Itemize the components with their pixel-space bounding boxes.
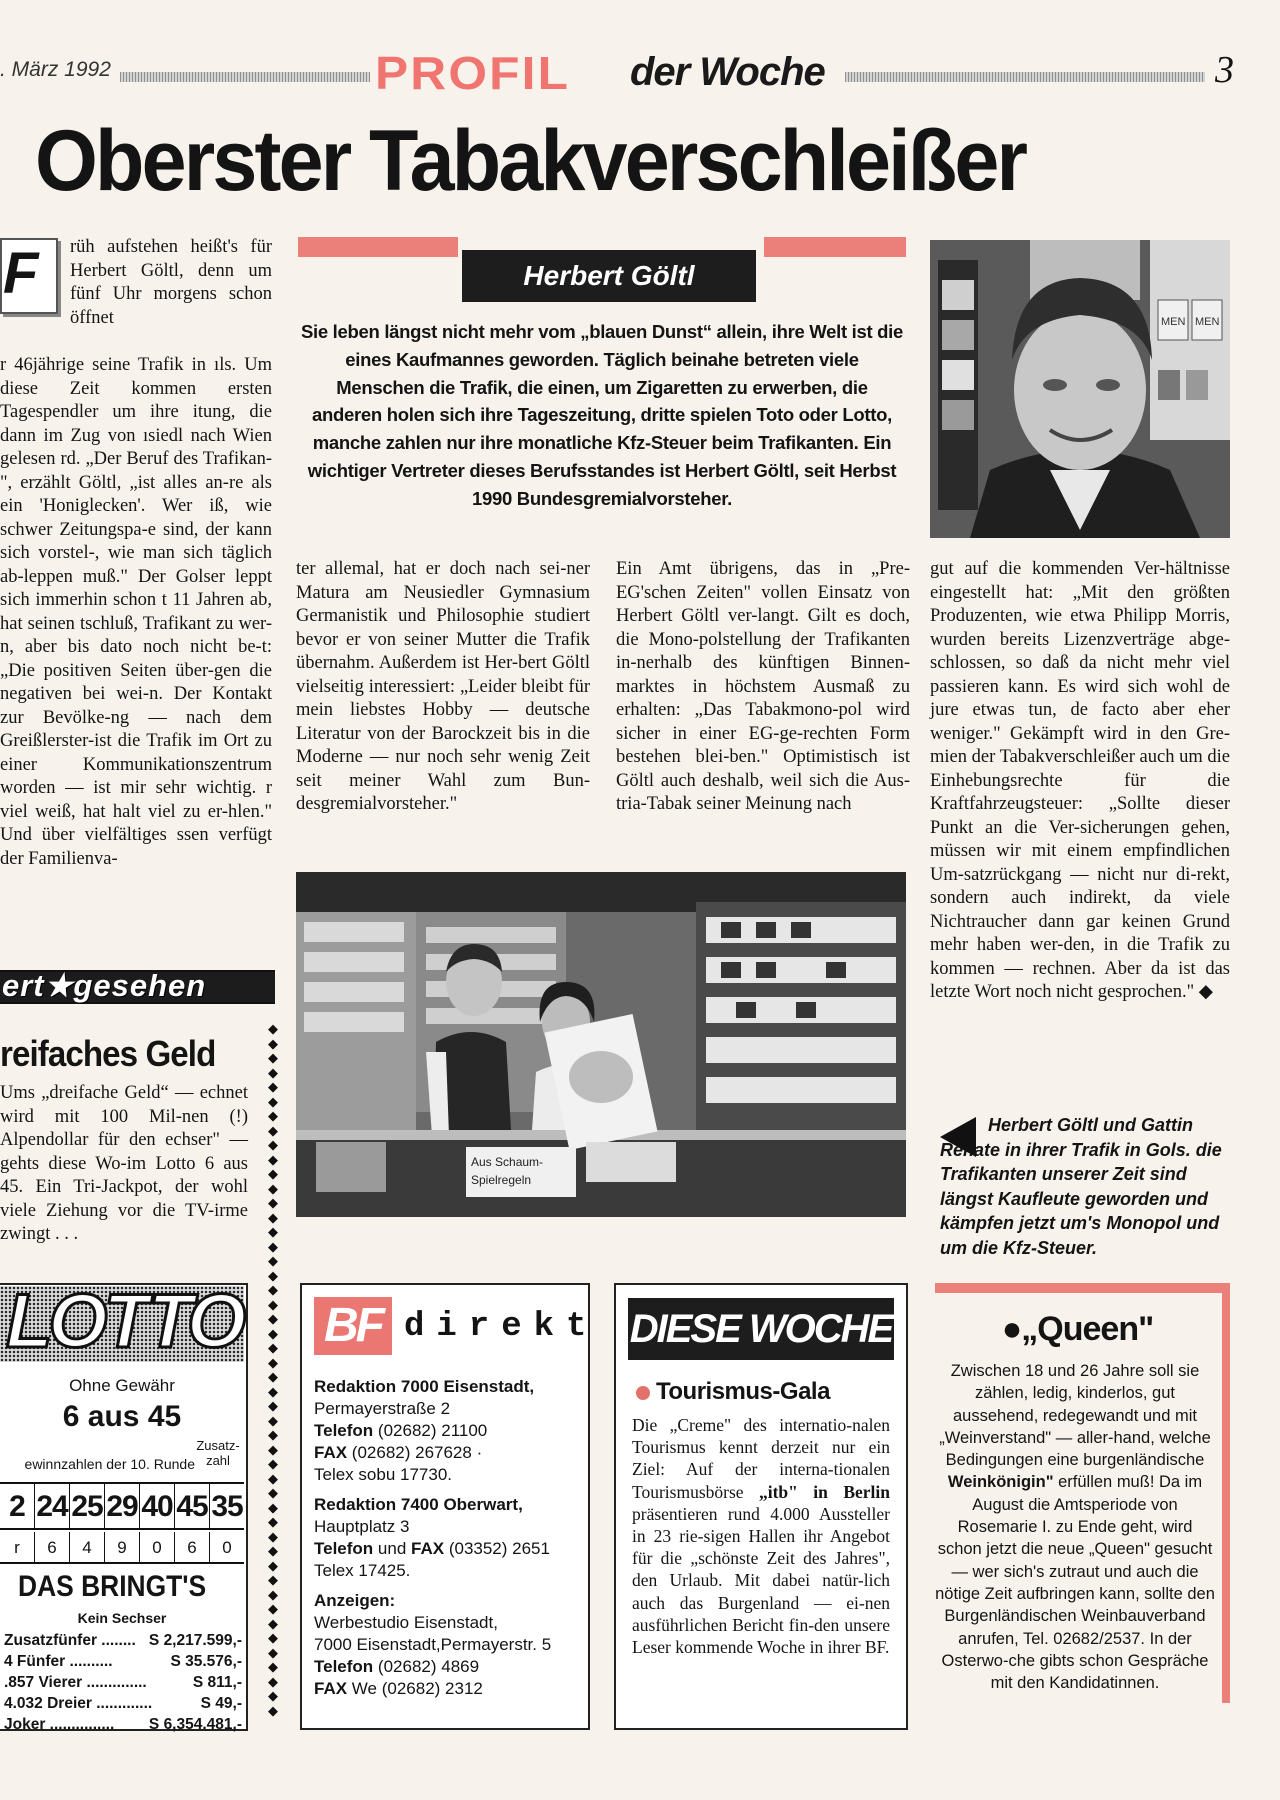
joker-digit: 6 xyxy=(35,1532,70,1562)
prize-row xyxy=(4,1630,242,1651)
phone-label: Telefon xyxy=(314,1539,374,1558)
bullet-dot-icon xyxy=(636,1386,650,1400)
prize-row xyxy=(4,1672,242,1693)
lotto-number: 24 xyxy=(35,1484,70,1528)
office-heading: Redaktion 7000 Eisenstadt, xyxy=(314,1377,535,1396)
lotto-numbers xyxy=(0,1482,244,1530)
left-column-intro: rüh aufstehen heißt's für Herbert Göltl, denn um fünf Uhr morgens schon öffnet xyxy=(70,237,272,328)
fax-label: FAX xyxy=(314,1443,348,1462)
lede-paragraph: Sie leben längst nicht mehr vom „blauen Dunst“ allein, ihre Welt ist die eines Kaufmannes geworden. Täglich beinahe betreten viele Menschen die Trafik, die einen, um Zigaretten zu erwerben, die anderen holen sich ihre Tageszeitung, dritte spielen Toto oder Lotto, manche zahlen nur ihre monatliche Kfz-Steuer beim Trafikanten. Ein wichtiger Vertreter dieses Berufsstandes ist Herbert Göltl, seit Herbst 1990 Bundesgremialvorsteher. xyxy=(300,321,904,509)
diese-woche-body xyxy=(632,1414,890,1658)
joker-digit: 4 xyxy=(70,1532,105,1562)
prize-label: Zusatzfünfer ........ xyxy=(4,1632,136,1649)
office-address: Permayerstraße 2 xyxy=(314,1399,451,1418)
queen-accent-bar-vertical xyxy=(1222,1283,1230,1703)
phone-label: Telefon xyxy=(314,1657,374,1676)
fax-number: We (02682) 2312 xyxy=(351,1679,483,1698)
telex-number: Telex sobu 17730. xyxy=(314,1465,452,1484)
prize-value: S 6,354.481,- xyxy=(148,1716,242,1733)
office-address: Hauptplatz 3 xyxy=(314,1517,410,1536)
conjunction: und xyxy=(377,1539,407,1558)
prize-label: Joker ............... xyxy=(4,1716,115,1733)
photo-caption-text: Herbert Göltl und Gattin Renate in ihrer Trafik in Gols. die Trafikanten unserer Zeit sind längst Kaufleute geworden und kämpfen jetzt um's Monopol und um die Kfz-Steuer. xyxy=(940,1115,1222,1258)
prize-value: S 2,217.599,- xyxy=(148,1632,242,1649)
photo-caption xyxy=(940,1113,1230,1260)
page-number: 3 xyxy=(1215,49,1234,91)
bf-logo: BF xyxy=(314,1297,392,1355)
portrait-photo xyxy=(930,240,1230,538)
diamond-separator: ◆ ◆ ◆ ◆ ◆ ◆ ◆ ◆ ◆ ◆ ◆ ◆ ◆ ◆ ◆ ◆ ◆ ◆ ◆ ◆ ◆ ◆ ◆ ◆ ◆ ◆ ◆ ◆ ◆ ◆ ◆ ◆ ◆ ◆ ◆ ◆ ◆ ◆ ◆ ◆ ◆ ◆ ◆ ◆ ◆ ◆ ◆ ◆ xyxy=(268,1022,278,1718)
shop-photo xyxy=(296,872,906,1217)
lotto-number: 45 xyxy=(175,1484,210,1528)
shelf-label: MEN xyxy=(1195,316,1220,328)
lotto-number: 35 xyxy=(211,1490,243,1523)
lotto-number: 40 xyxy=(140,1484,175,1528)
queen-title: ●„Queen" xyxy=(1001,1310,1154,1348)
joker-digit: r xyxy=(0,1532,35,1562)
headline: Oberster Tabakverschleißer xyxy=(35,113,1026,209)
accent-bar-left xyxy=(298,237,458,257)
body-bold: „itb" in Berlin xyxy=(758,1481,890,1502)
lotto-game: 6 aus 45 xyxy=(62,1400,182,1433)
lotto-number: 25 xyxy=(70,1484,105,1528)
fax-label: FAX xyxy=(314,1679,348,1698)
lotto-zusatzzahl-label: Zusatz-zahl xyxy=(196,1438,240,1468)
fax-number: (02682) 267628 · xyxy=(351,1443,483,1462)
body-text: präsentieren rund 4.000 Aussteller in 23 rie-sigen Hallen ihr Angebot für die „schönste Zeit des Jahres", den Urlaub. Mit dabei natür-lich auch das Burgenland — ei-nen ausführlichen Bericht fin-den unsere Leser kommende Woche in ihrer BF. xyxy=(632,1503,890,1658)
prize-label: 4.032 Dreier ............. xyxy=(4,1695,153,1712)
body-text: erfüllen muß! Da im August die Amtsperiode von Rosemarie I. zu Ende geht, wird schon jetzt die neue „Queen" gesucht — wer sich's zutraut und auch die nötige Zeit aufbringen kann, sollte den Burgenländischen Weinbauverband anrufen, Tel. 02682/2537. In der Osterwo-che gibts schon Gespräche mit den Kandidatinnen. xyxy=(935,1473,1215,1693)
telex-number: Telex 17425. xyxy=(314,1561,411,1580)
queen-body xyxy=(935,1360,1215,1694)
phone-label: Telefon xyxy=(314,1421,374,1440)
joker-digit: 9 xyxy=(105,1532,140,1562)
shop-sign-text: Spielregeln xyxy=(471,1173,532,1187)
subject-name: Herbert Göltl xyxy=(523,260,695,291)
ads-address: 7000 Eisenstadt,Permayerstr. 5 xyxy=(314,1635,552,1654)
prize-row xyxy=(4,1651,242,1672)
diese-woche-title: DIESE WOCHE xyxy=(628,1298,894,1360)
gesehen-banner-text: ert★gesehen xyxy=(2,968,207,1003)
joker-digit: 0 xyxy=(140,1532,175,1562)
body-column-3: gut auf die kommenden Ver-hältnisse eingestellt hat: „Mit den größten Produzenten, wie etwa Philipp Morris, wurden bereits Lizenzverträge abge-schlossen, so daß da nicht mehr viel passieren kann. Es wird sich wohl de jure etwas tun, de facto aber eher weniger." Gekämpft wird in den Gre-mien der Tabakverschleißer auch um die Einhebungsrechte für die Kraftfahrzeugsteuer: „Sollte dieser Punkt an die Ver-sicherungen gehen, müssen wir mit einem empfindlichen Um-satzrückgang — nicht nur di-rekt, sondern auch indirekt, da viele Nichtraucher dann gar keinen Grund mehr haben wer-den, in die Trafik zu kommen — rechnen. Aber da ist das letzte Wort noch nicht gesprochen." ◆ xyxy=(930,559,1230,1002)
lotto-disclaimer: Ohne Gewähr xyxy=(69,1376,175,1395)
lotto-prize-list xyxy=(4,1630,242,1735)
body-column-2: Ein Amt übrigens, das in „Pre-EG'schen Zeiten" vollen Einsatz von Herbert Göltl ver-langt. Gilt es doch, die Mono-polstellung der Trafikanten in-nerhalb des künftigen Binnen-marktes in höchstem Ausmaß zu erhalten: „Das Tabakmono-pol wird sicher in einer EG-ge-rechten Form bestehen blei-ben." Optimistisch ist Göltl auch deshalb, weil sich die Aus-tria-Tabak seiner Meinung nach xyxy=(616,559,910,814)
office-heading: Redaktion 7400 Oberwart, xyxy=(314,1495,523,1514)
header-rule-left xyxy=(120,72,370,82)
shop-sign-text: Aus Schaum- xyxy=(471,1155,544,1169)
lotto-number: 2 xyxy=(0,1484,35,1528)
prize-value: S 35.576,- xyxy=(170,1653,242,1670)
lotto-gewinnzahlen-label: ewinnzahlen der 10. Runde xyxy=(24,1456,195,1472)
dropcap-letter: F xyxy=(3,241,39,306)
accent-bar-right xyxy=(764,237,906,257)
lotto-joker-digits xyxy=(0,1532,244,1564)
shelf-label: MEN xyxy=(1161,316,1186,328)
header-rule-right xyxy=(845,72,1205,82)
prize-label: .857 Vierer .............. xyxy=(4,1674,147,1691)
lotto-bringts-heading: DAS BRINGT'S xyxy=(18,1570,207,1603)
gesehen-title: reifaches Geld xyxy=(0,1033,216,1074)
diese-woche-heading: Tourismus-Gala xyxy=(656,1378,830,1405)
left-column-text: r 46jährige seine Trafik in ıls. Um diese Zeit kommen ersten Tagespendler um ihre itung, die dann im Zug von ısiedl nach Wien gelesen rd. „Der Beruf des Trafikan-", erzählt Göltl, „ist alles an-re als ein 'Honiglecken'. Wer iß, wie schwer Zeitungspa-e sind, der kann sich vorstel-, wie man sich täglich ab-leppen muß." Der Golser leppt sich immerhin schon t 11 Jahren ab, hat seinen tschluß, Trafikant zu wer-n, aber bis dato noch nicht be-t: „Die positiven Seiten über-gen die negativen bei wei-n. Der Kontakt zur Bevölke-ng — nach dem Greißlerster-ist die Trafik im Ort zu einer Kommunikationszentrum worden — ist mir sehr wichtig. r viel weiß, hat halt viel zu er-hlen." Und über vielfältiges ssen verfügt der Familienva- xyxy=(0,355,272,869)
issue-date: . März 1992 xyxy=(0,58,111,81)
gesehen-body: Ums „dreifache Geld“ — echnet wird mit 100 Mil-nen (!) Alpendollar für den echser" — gehts diese Wo-im Lotto 6 aus 45. Ein Tri-Jackpot, der wohl viele Ziehung vor die TV-irme zwingt . . . xyxy=(0,1083,248,1244)
body-text: Die „Creme" des internatio-nalen Tourismus kennt derzeit nur ein Ziel: Auf der interna-tionalen Tourismusbörse xyxy=(632,1415,890,1502)
joker-digit: 0 xyxy=(222,1538,232,1557)
joker-digit: 6 xyxy=(175,1532,210,1562)
section-title-profil: PROFIL xyxy=(375,47,571,99)
phone-number: (03352) 2651 xyxy=(448,1539,550,1558)
body-column-1: ter allemal, hat er doch nach sei-ner Matura am Neusiedler Gymnasium Germanistik und Philosophie studiert bevor er von seiner Mutter die Trafik übernahm. Außerdem ist Her-bert Göltl vielseitig interessiert: „Leider bleibt für mein liebstes Hobby — deutsche Literatur von der Barockzeit bis in die Moderne — nur noch sehr wenig Zeit seit meiner Wahl zum Bun-desgremialvorsteher." xyxy=(296,559,590,814)
subject-name-box xyxy=(462,250,756,302)
prize-row xyxy=(4,1693,242,1714)
bf-direkt-contacts xyxy=(314,1376,586,1700)
phone-number: (02682) 4869 xyxy=(377,1657,480,1676)
body-text: Zwischen 18 und 26 Jahre soll sie zählen, ledig, kinderlos, gut aussehend, redegewandt und mit „Weinverstand" — aller-hand, welche Bedingungen eine burgenländische xyxy=(939,1362,1211,1470)
lotto-number: 29 xyxy=(105,1484,140,1528)
ads-heading: Anzeigen: xyxy=(314,1591,396,1610)
body-bold: Weinkönigin" xyxy=(947,1473,1054,1492)
phone-number: (02682) 21100 xyxy=(377,1421,488,1440)
lotto-logo: LOTTO xyxy=(6,1279,243,1364)
prize-label: 4 Fünfer .......... xyxy=(4,1653,113,1670)
lotto-kein-sechser: Kein Sechser xyxy=(77,1610,167,1626)
bf-direkt-title: direkt xyxy=(404,1308,599,1346)
prize-value: S 811,- xyxy=(192,1674,242,1691)
section-title-woche: der Woche xyxy=(630,50,825,94)
prize-row xyxy=(4,1714,242,1735)
ads-address: Werbestudio Eisenstadt, xyxy=(314,1613,498,1632)
prize-value: S 49,- xyxy=(200,1695,242,1712)
fax-label: FAX xyxy=(411,1539,445,1558)
queen-accent-bar xyxy=(935,1283,1230,1293)
